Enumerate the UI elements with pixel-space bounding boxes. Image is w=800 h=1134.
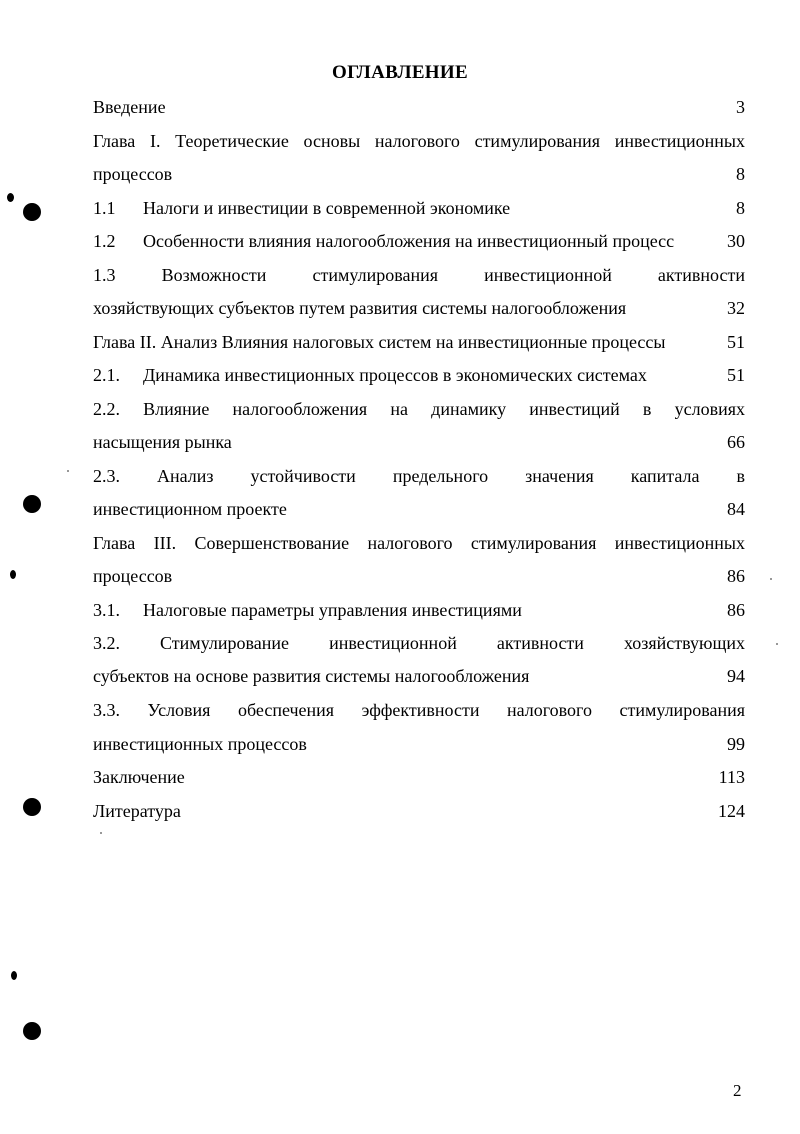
toc-entry-text: Особенности влияния налогообложения на инвестиционный процесс [143, 231, 675, 251]
toc-page-number: 51 [727, 332, 745, 352]
toc-entry-section-3-2[interactable] [93, 628, 745, 658]
toc-entry-text: 1.3 Возможности стимулирования инвестиционной активности [93, 265, 745, 285]
punch-hole [23, 798, 41, 816]
toc-page-number: 30 [727, 231, 745, 251]
toc-section-number: 1.2 [93, 231, 116, 251]
toc-entry-text: субъектов на основе развития системы налогообложения [93, 666, 530, 686]
scan-speck [776, 643, 778, 645]
toc-page-number: 8 [736, 198, 745, 218]
toc-section-number: 3.1. [93, 600, 120, 620]
toc-page-number: 8 [736, 164, 745, 184]
toc-entry-section-2-2[interactable] [93, 394, 745, 424]
toc-entry-section-3-3[interactable] [93, 695, 745, 725]
toc-page-number: 66 [727, 432, 745, 452]
toc-entry-section-2-3-cont[interactable] [93, 494, 745, 524]
toc-page-number: 32 [727, 298, 745, 318]
punch-hole [23, 1022, 41, 1040]
toc-entry-section-2-2-cont[interactable] [93, 427, 745, 457]
toc-entry-text: 2.2. Влияние налогообложения на динамику инвестиций в условиях [93, 399, 745, 419]
toc-entry-text: Динамика инвестиционных процессов в экономических системах [143, 365, 647, 385]
toc-entry-section-3-2-cont[interactable] [93, 661, 745, 691]
toc-entry-section-1-1[interactable] [93, 193, 745, 223]
toc-entry-chapter-1-cont[interactable] [93, 159, 745, 189]
toc-page-number: 113 [718, 767, 745, 787]
toc-entry-text: Заключение [93, 767, 185, 787]
toc-entry-text: Литература [93, 801, 181, 821]
toc-page-number: 86 [727, 566, 745, 586]
scan-mark [11, 971, 17, 980]
toc-section-number: 1.1 [93, 198, 116, 218]
toc-entry-text: 3.2. Стимулирование инвестиционной активности хозяйствующих [93, 633, 745, 653]
toc-page-number: 99 [727, 734, 745, 754]
document-title: ОГЛАВЛЕНИЕ [332, 62, 468, 83]
scan-mark [10, 570, 16, 579]
toc-section-number: 2.1. [93, 365, 120, 385]
toc-entry-section-2-1[interactable] [93, 360, 745, 390]
toc-entry-section-2-3[interactable] [93, 461, 745, 491]
toc-entry-text: Глава I. Теоретические основы налогового стимулирования инвестиционных [93, 131, 745, 151]
scan-speck [100, 832, 102, 834]
toc-entry-text: хозяйствующих субъектов путем развития системы налогообложения [93, 298, 627, 318]
toc-entry-section-1-3[interactable] [93, 260, 745, 290]
toc-entry-conclusion[interactable] [93, 762, 745, 792]
toc-page-number: 3 [736, 97, 745, 117]
toc-entry-section-1-2[interactable] [93, 226, 745, 256]
toc-entry-text: 2.3. Анализ устойчивости предельного значения капитала в [93, 466, 745, 486]
toc-page-number: 84 [727, 499, 745, 519]
toc-entry-text: инвестиционных процессов [93, 734, 307, 754]
toc-entry-text: Глава II. Анализ Влияния налоговых систем на инвестиционные процессы [93, 332, 666, 352]
punch-hole [23, 203, 41, 221]
scan-mark [7, 193, 14, 202]
toc-page-number: 94 [727, 666, 745, 686]
toc-entry-text: насыщения рынка [93, 432, 232, 452]
toc-page-number: 86 [727, 600, 745, 620]
toc-entry-text: Налоговые параметры управления инвестициями [143, 600, 522, 620]
toc-entry-text: 3.3. Условия обеспечения эффективности налогового стимулирования [93, 700, 745, 720]
toc-entry-chapter-2[interactable] [93, 327, 745, 357]
toc-entry-text: Глава III. Совершенствование налогового стимулирования инвестиционных [93, 533, 745, 553]
toc-page-number: 51 [727, 365, 745, 385]
toc-entry-literature[interactable] [93, 796, 745, 826]
toc-entry-chapter-3[interactable] [93, 528, 745, 558]
toc-entry-chapter-3-cont[interactable] [93, 561, 745, 591]
punch-hole [23, 495, 41, 513]
toc-entry-section-3-1[interactable] [93, 595, 745, 625]
toc-entry-text: процессов [93, 164, 173, 184]
toc-entry-chapter-1[interactable] [93, 126, 745, 156]
scan-speck [770, 578, 772, 580]
toc-entry-section-1-3-cont[interactable] [93, 293, 745, 323]
toc-entry-text: процессов [93, 566, 173, 586]
toc-page-number: 124 [718, 801, 745, 821]
toc-entry-intro[interactable] [93, 92, 745, 122]
toc-entry-text: инвестиционном проекте [93, 499, 287, 519]
toc-entry-text: Введение [93, 97, 166, 117]
toc-entry-text: Налоги и инвестиции в современной экономике [143, 198, 511, 218]
scan-speck [67, 470, 69, 472]
page-number: 2 [733, 1081, 742, 1100]
toc-entry-section-3-3-cont[interactable] [93, 729, 745, 759]
